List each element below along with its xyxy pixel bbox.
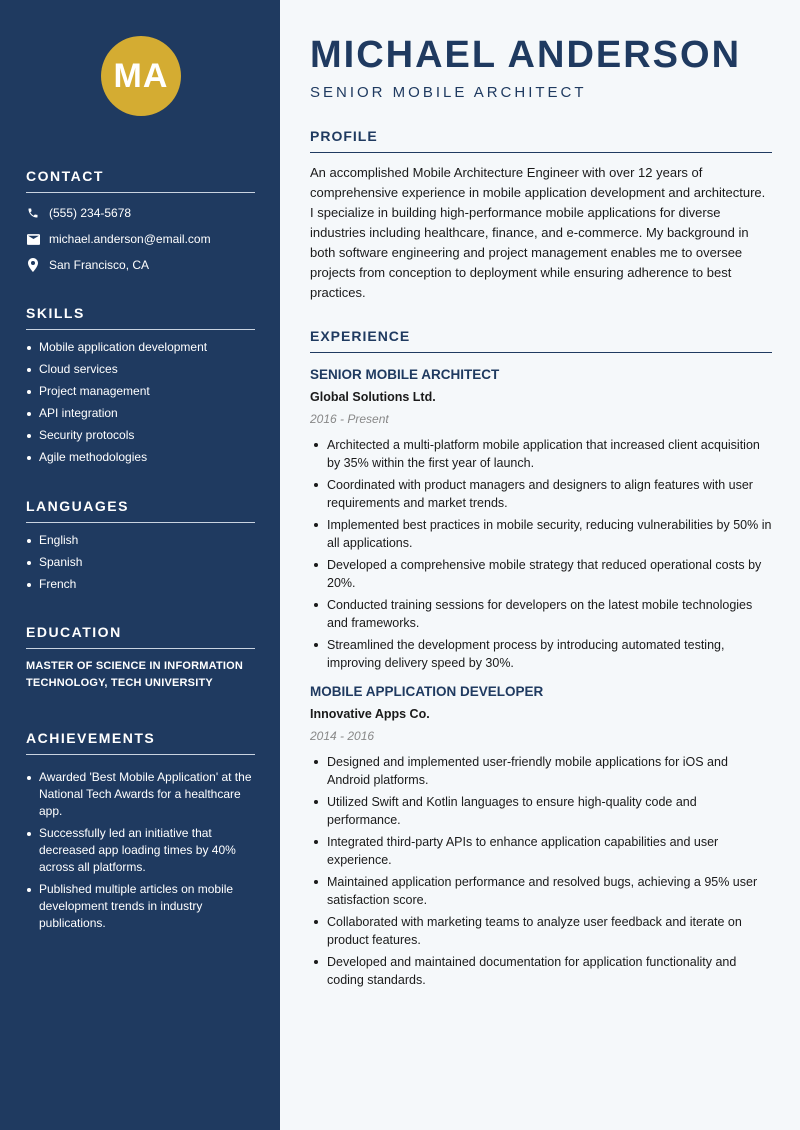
job-company: Global Solutions Ltd. bbox=[310, 390, 436, 404]
list-item: Agile methodologies bbox=[26, 449, 255, 466]
languages-section bbox=[26, 498, 255, 598]
contact-heading: CONTACT bbox=[26, 168, 255, 193]
profile-text: An accomplished Mobile Architecture Engineer with over 12 years of comprehensive experience in mobile application development and architecture. I specialize in building high-performance mobile applications for diverse industries including healthcare, finance, and e-commerce. My background in both software engineering and project management enables me to oversee projects from conception to deployment while ensuring adherence to best practices. bbox=[310, 165, 766, 300]
candidate-title: SENIOR MOBILE ARCHITECT bbox=[310, 84, 587, 101]
education-heading: EDUCATION bbox=[26, 624, 255, 649]
languages-heading: LANGUAGES bbox=[26, 498, 255, 523]
list-item: Cloud services bbox=[26, 361, 255, 378]
skills-section bbox=[26, 305, 255, 471]
list-item: Successfully led an initiative that decreased app loading times by 40% across all platforms. bbox=[26, 825, 255, 876]
job-dates: 2014 - 2016 bbox=[310, 729, 375, 743]
list-item: Collaborated with marketing teams to analyze user feedback and iterate on product features. bbox=[310, 913, 772, 949]
mail-icon bbox=[26, 232, 40, 246]
job-company: Innovative Apps Co. bbox=[310, 707, 430, 721]
experience-heading: EXPERIENCE bbox=[310, 328, 772, 353]
job-entry bbox=[310, 367, 772, 672]
list-item: Streamlined the development process by introducing automated testing, improving delivery speed by 30%. bbox=[310, 636, 772, 672]
list-item: Published multiple articles on mobile development trends in industry publications. bbox=[26, 881, 255, 932]
phone-text: (555) 234-5678 bbox=[49, 206, 132, 220]
contact-phone bbox=[26, 206, 255, 220]
job-bullets bbox=[310, 436, 772, 672]
contact-email bbox=[26, 232, 255, 246]
location-pin-icon bbox=[26, 258, 40, 272]
email-text: michael.anderson@email.com bbox=[49, 232, 211, 246]
list-item: Awarded 'Best Mobile Application' at the National Tech Awards for a healthcare app. bbox=[26, 769, 255, 820]
achievements-list bbox=[26, 769, 255, 932]
location-text: San Francisco, CA bbox=[49, 258, 150, 272]
list-item: Maintained application performance and resolved bugs, achieving a 95% user satisfaction score. bbox=[310, 873, 772, 909]
skills-list bbox=[26, 339, 255, 466]
languages-list bbox=[26, 532, 255, 593]
list-item: Utilized Swift and Kotlin languages to ensure high-quality code and performance. bbox=[310, 793, 772, 829]
skills-heading: SKILLS bbox=[26, 305, 255, 330]
profile-section bbox=[310, 128, 772, 303]
contact-location bbox=[26, 258, 255, 272]
job-entry bbox=[310, 684, 772, 989]
list-item: Security protocols bbox=[26, 427, 255, 444]
list-item: Conducted training sessions for developers on the latest mobile technologies and frameworks. bbox=[310, 596, 772, 632]
experience-section bbox=[310, 328, 772, 993]
job-title: MOBILE APPLICATION DEVELOPER bbox=[310, 684, 544, 699]
job-bullets bbox=[310, 753, 772, 989]
job-title: SENIOR MOBILE ARCHITECT bbox=[310, 367, 500, 382]
achievements-section bbox=[26, 730, 255, 937]
list-item: Spanish bbox=[26, 554, 255, 571]
phone-icon bbox=[26, 206, 40, 220]
list-item: API integration bbox=[26, 405, 255, 422]
list-item: French bbox=[26, 576, 255, 593]
achievements-heading: ACHIEVEMENTS bbox=[26, 730, 255, 755]
list-item: Integrated third-party APIs to enhance application capabilities and user experience. bbox=[310, 833, 772, 869]
job-dates: 2016 - Present bbox=[310, 412, 389, 426]
list-item: Project management bbox=[26, 383, 255, 400]
profile-heading: PROFILE bbox=[310, 128, 772, 153]
candidate-name: MICHAEL ANDERSON bbox=[310, 34, 742, 76]
list-item: Developed and maintained documentation for application functionality and coding standards. bbox=[310, 953, 772, 989]
education-degree: MASTER OF SCIENCE IN INFORMATION TECHNOLOGY, TECH UNIVERSITY bbox=[26, 660, 244, 689]
education-section bbox=[26, 624, 255, 692]
avatar bbox=[101, 36, 181, 116]
list-item: Coordinated with product managers and designers to align features with user requirements and market trends. bbox=[310, 476, 772, 512]
list-item: Architected a multi-platform mobile application that increased client acquisition by 35% within the first year of launch. bbox=[310, 436, 772, 472]
list-item: English bbox=[26, 532, 255, 549]
list-item: Developed a comprehensive mobile strategy that reduced operational costs by 20%. bbox=[310, 556, 772, 592]
list-item: Mobile application development bbox=[26, 339, 255, 356]
list-item: Designed and implemented user-friendly mobile applications for iOS and Android platforms. bbox=[310, 753, 772, 789]
list-item: Implemented best practices in mobile security, reducing vulnerabilities by 50% in all applications. bbox=[310, 516, 772, 552]
contact-section bbox=[26, 168, 255, 272]
avatar-initials: MA bbox=[113, 56, 169, 95]
sidebar bbox=[0, 0, 280, 1130]
